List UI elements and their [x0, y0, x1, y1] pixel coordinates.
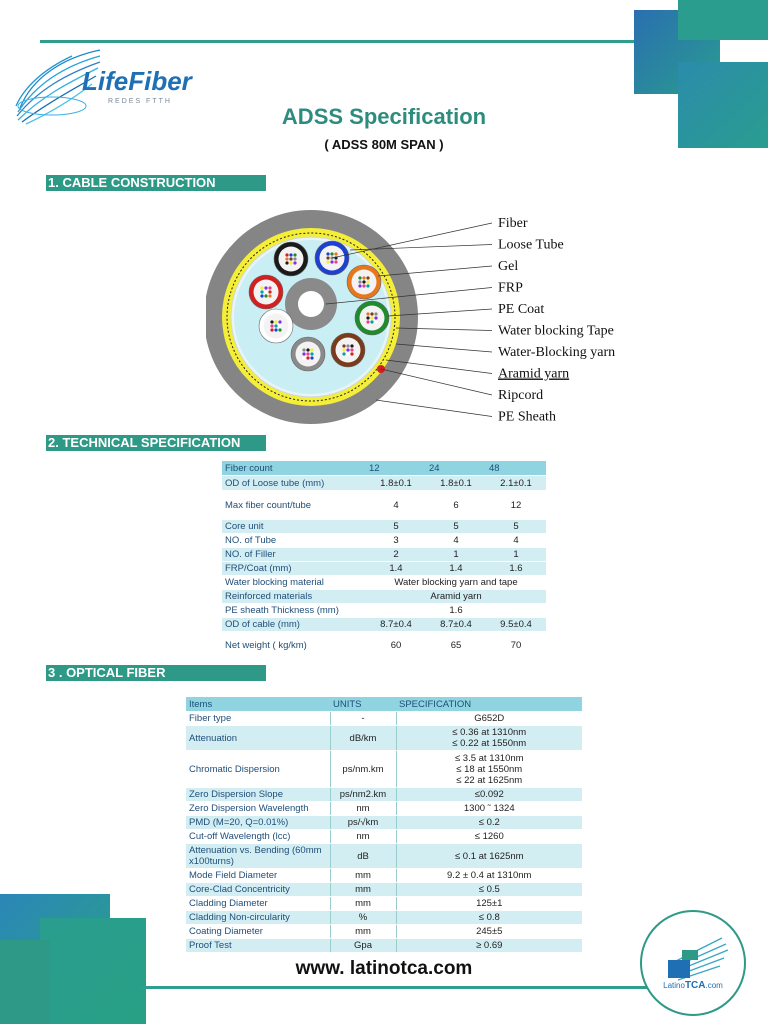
partner-logo	[640, 910, 746, 1016]
table-cell: ≤ 0.36 at 1310nm ≤ 0.22 at 1550nm	[396, 726, 582, 751]
top-divider	[40, 40, 655, 43]
page-title: ADSS Specification	[281, 104, 487, 129]
fiber-dot	[289, 257, 292, 260]
bottom-divider	[140, 986, 650, 989]
fiber-dot	[270, 328, 273, 331]
fiber-dot	[326, 260, 329, 263]
table-cell: 3	[366, 534, 426, 548]
table-row	[222, 534, 546, 548]
table-cell: Aramid yarn	[366, 590, 546, 604]
table-row	[186, 802, 582, 816]
technical-spec-table-wrap	[222, 461, 546, 659]
legend-leader-line	[381, 369, 492, 395]
fiber-dot	[260, 294, 263, 297]
table-row	[222, 618, 546, 632]
fiber-dot	[285, 257, 288, 260]
table-cell: Water blocking material	[222, 576, 366, 590]
table-row	[186, 925, 582, 939]
technical-spec-table	[222, 461, 546, 659]
fiber-dot	[274, 324, 277, 327]
table-cell: Reinforced materials	[222, 590, 366, 604]
fiber-dot	[334, 252, 337, 255]
table-header-cell: Fiber count	[222, 461, 366, 476]
table-header-row	[186, 697, 582, 712]
fiber-dot	[366, 316, 369, 319]
table-row	[222, 576, 546, 590]
table-cell: 5	[366, 520, 426, 534]
table-cell: 9.2 ± 0.4 at 1310nm	[396, 869, 582, 883]
fiber-dot	[334, 260, 337, 263]
footer-website[interactable]: www. latinotca.com	[295, 958, 473, 979]
legend-leader-line	[376, 400, 492, 417]
fiber-dot	[366, 312, 369, 315]
table-row	[186, 751, 582, 788]
fiber-dot	[326, 256, 329, 259]
table-row	[222, 476, 546, 491]
table-cell: ≤ 1260	[396, 830, 582, 844]
table-cell: ps/nm2.km	[330, 788, 396, 802]
fiber-dot	[350, 344, 353, 347]
fiber-dot	[260, 286, 263, 289]
loose-tube	[347, 265, 381, 299]
table-cell: ps/√km	[330, 816, 396, 830]
section-heading-construction: 1. CABLE CONSTRUCTION	[46, 175, 266, 191]
fiber-dot	[374, 312, 377, 315]
fiber-dot	[264, 294, 267, 297]
fiber-dot	[268, 286, 271, 289]
partner-brand-latino: Latino	[663, 981, 685, 990]
page-subtitle: ( ADSS 80M SPAN )	[324, 137, 444, 152]
loose-tube	[331, 333, 365, 367]
table-cell: dB/km	[330, 726, 396, 751]
fiber-dot	[326, 252, 329, 255]
fiber-dot	[289, 253, 292, 256]
partner-brand-suffix: .com	[705, 981, 723, 990]
table-cell: Zero Dispersion Wavelength	[186, 802, 330, 816]
table-cell: dB	[330, 844, 396, 869]
loose-tube	[355, 301, 389, 335]
table-row	[222, 604, 546, 618]
fiber-dot	[342, 348, 345, 351]
fiber-dot	[293, 261, 296, 264]
fiber-dot	[278, 328, 281, 331]
table-cell: PMD (M=20, Q=0.01%)	[186, 816, 330, 830]
table-cell: Attenuation	[186, 726, 330, 751]
fiber-dot	[260, 290, 263, 293]
table-cell: ≤ 0.5	[396, 883, 582, 897]
optical-fiber-table	[186, 697, 582, 953]
table-cell: Mode Field Diameter	[186, 869, 330, 883]
fiber-dot	[289, 261, 292, 264]
diagram-label: Fiber	[498, 216, 528, 231]
fiber-dot	[264, 290, 267, 293]
table-row	[186, 939, 582, 953]
table-header-cell: UNITS	[330, 697, 396, 712]
fiber-dot	[362, 280, 365, 283]
table-cell: 60	[366, 632, 426, 659]
fiber-dot	[358, 280, 361, 283]
table-cell: 4	[426, 534, 486, 548]
table-cell: NO. of Tube	[222, 534, 366, 548]
table-cell: 1.6	[366, 604, 546, 618]
table-cell: 1	[426, 548, 486, 562]
fiber-dot	[366, 276, 369, 279]
table-row	[186, 788, 582, 802]
fiber-dot	[302, 348, 305, 351]
table-cell: 4	[486, 534, 546, 548]
diagram-label: Water-Blocking yarn	[498, 345, 616, 360]
table-row	[186, 844, 582, 869]
table-row	[222, 491, 546, 520]
table-cell: mm	[330, 925, 396, 939]
table-cell: Gpa	[330, 939, 396, 953]
table-cell: ≤ 0.1 at 1625nm	[396, 844, 582, 869]
fiber-dot	[310, 348, 313, 351]
brand-tagline: REDES FTTH	[108, 98, 172, 105]
table-cell: 4	[366, 491, 426, 520]
fiber-dot	[374, 320, 377, 323]
table-cell: 8.7±0.4	[426, 618, 486, 632]
table-cell: Core unit	[222, 520, 366, 534]
table-cell: 70	[486, 632, 546, 659]
fiber-dot	[358, 276, 361, 279]
fiber-dot	[264, 286, 267, 289]
table-cell: 5	[486, 520, 546, 534]
table-cell: ≥ 0.69	[396, 939, 582, 953]
table-cell: 2.1±0.1	[486, 476, 546, 491]
fiber-dot	[366, 320, 369, 323]
loose-tube	[274, 242, 308, 276]
table-cell: 2	[366, 548, 426, 562]
table-cell: G652D	[396, 712, 582, 726]
fiber-dot	[278, 324, 281, 327]
table-cell: PE sheath Thickness (mm)	[222, 604, 366, 618]
table-row	[186, 897, 582, 911]
table-cell: mm	[330, 883, 396, 897]
table-cell: ≤ 3.5 at 1310nm ≤ 18 at 1550nm ≤ 22 at 1625nm	[396, 751, 582, 788]
table-cell: Coating Diameter	[186, 925, 330, 939]
table-cell: 1	[486, 548, 546, 562]
fiber-dot	[362, 284, 365, 287]
section-heading-optical: 3 . OPTICAL FIBER	[46, 665, 266, 681]
fiber-dot	[306, 352, 309, 355]
fiber-dot	[270, 320, 273, 323]
table-row	[222, 520, 546, 534]
table-cell: 1.6	[486, 562, 546, 576]
table-row	[186, 712, 582, 726]
table-cell: -	[330, 712, 396, 726]
fiber-dot	[370, 312, 373, 315]
table-cell: ps/nm.km	[330, 751, 396, 788]
fiber-dot	[330, 260, 333, 263]
fiber-dot	[330, 252, 333, 255]
diagram-label: Ripcord	[498, 388, 544, 403]
fiber-dot	[293, 257, 296, 260]
fiber-dot	[302, 356, 305, 359]
table-row	[222, 548, 546, 562]
table-cell: Max fiber count/tube	[222, 491, 366, 520]
table-cell: Water blocking yarn and tape	[366, 576, 546, 590]
diagram-label: Aramid yarn	[498, 366, 570, 382]
table-cell: mm	[330, 869, 396, 883]
loose-tube	[291, 337, 325, 371]
fiber-dot	[370, 320, 373, 323]
fiber-dot	[346, 344, 349, 347]
table-cell: 6	[426, 491, 486, 520]
fiber-dot	[374, 316, 377, 319]
table-cell: Core-Clad Concentricity	[186, 883, 330, 897]
table-cell: ≤ 0.2	[396, 816, 582, 830]
fiber-dot	[278, 320, 281, 323]
fiber-dot	[285, 253, 288, 256]
table-cell: Fiber type	[186, 712, 330, 726]
table-header-cell: 24	[426, 461, 486, 476]
fiber-dot	[362, 276, 365, 279]
table-cell: Attenuation vs. Bending (60mm x100turns)	[186, 844, 330, 869]
table-cell: 65	[426, 632, 486, 659]
fiber-dot	[366, 280, 369, 283]
fiber-dot	[342, 352, 345, 355]
table-cell: 125±1	[396, 897, 582, 911]
table-cell: Net weight ( kg/km)	[222, 632, 366, 659]
fiber-dot	[306, 348, 309, 351]
decor-block-top-2	[678, 0, 768, 40]
fiber-dot	[270, 324, 273, 327]
table-row	[186, 883, 582, 897]
section-heading-technical: 2. TECHNICAL SPECIFICATION	[46, 435, 266, 451]
table-cell: NO. of Filler	[222, 548, 366, 562]
table-row	[186, 869, 582, 883]
table-cell: Zero Dispersion Slope	[186, 788, 330, 802]
table-cell: %	[330, 911, 396, 925]
table-cell: 12	[486, 491, 546, 520]
table-row	[222, 632, 546, 659]
fiber-dot	[310, 352, 313, 355]
loose-tube	[259, 309, 293, 343]
diagram-label: Water blocking Tape	[498, 323, 614, 339]
table-cell: ≤ 0.8	[396, 911, 582, 925]
fiber-dot	[346, 352, 349, 355]
table-header-cell: 48	[486, 461, 546, 476]
diagram-label: FRP	[498, 280, 523, 296]
table-cell: OD of Loose tube (mm)	[222, 476, 366, 491]
table-cell: Chromatic Dispersion	[186, 751, 330, 788]
table-cell: 1300 ˜ 1324	[396, 802, 582, 816]
table-cell: nm	[330, 830, 396, 844]
fiber-dot	[274, 328, 277, 331]
diagram-label: PE Coat	[498, 302, 545, 317]
fiber-dot	[268, 294, 271, 297]
table-row	[222, 562, 546, 576]
fiber-dot	[350, 348, 353, 351]
fiber-dot	[285, 261, 288, 264]
table-header-cell: SPECIFICATION	[396, 697, 582, 712]
table-header-row	[222, 461, 546, 476]
table-cell: nm	[330, 802, 396, 816]
table-cell: 1.4	[426, 562, 486, 576]
table-row	[186, 726, 582, 751]
table-header-cell: Items	[186, 697, 330, 712]
table-cell: 8.7±0.4	[366, 618, 426, 632]
table-cell: Cladding Diameter	[186, 897, 330, 911]
diagram-label: Loose Tube	[498, 237, 564, 253]
optical-fiber-table-wrap	[186, 697, 582, 953]
fiber-dot	[268, 290, 271, 293]
table-cell: 245±5	[396, 925, 582, 939]
fiber-dot	[358, 284, 361, 287]
table-cell: 1.8±0.1	[366, 476, 426, 491]
diagram-label: Gel	[498, 259, 519, 274]
diagram-label: PE Sheath	[498, 409, 556, 425]
table-cell: Cladding Non-circularity	[186, 911, 330, 925]
decor-block-bottom-3	[0, 940, 50, 1024]
table-row	[186, 816, 582, 830]
fiber-dot	[302, 352, 305, 355]
table-cell: 9.5±0.4	[486, 618, 546, 632]
fiber-dot	[366, 284, 369, 287]
partner-brand-tca: TCA	[684, 980, 706, 991]
table-cell: mm	[330, 897, 396, 911]
fiber-dot	[293, 253, 296, 256]
fiber-dot	[306, 356, 309, 359]
table-cell: 1.8±0.1	[426, 476, 486, 491]
cable-cross-section-diagram	[206, 204, 626, 430]
brand-name: LifeFiber	[82, 66, 192, 96]
table-cell: 5	[426, 520, 486, 534]
table-row	[186, 911, 582, 925]
table-row	[186, 830, 582, 844]
loose-tube	[249, 275, 283, 309]
table-header-cell: 12	[366, 461, 426, 476]
table-cell: FRP/Coat (mm)	[222, 562, 366, 576]
fiber-dot	[370, 316, 373, 319]
fiber-dot	[274, 320, 277, 323]
fiber-dot	[350, 352, 353, 355]
fiber-dot	[310, 356, 313, 359]
table-cell: Proof Test	[186, 939, 330, 953]
table-row	[222, 590, 546, 604]
fiber-dot	[346, 348, 349, 351]
fiber-dot	[342, 344, 345, 347]
table-cell: 1.4	[366, 562, 426, 576]
table-cell: OD of cable (mm)	[222, 618, 366, 632]
table-cell: ≤0.092	[396, 788, 582, 802]
table-cell: Cut-off Wavelength (lcc)	[186, 830, 330, 844]
